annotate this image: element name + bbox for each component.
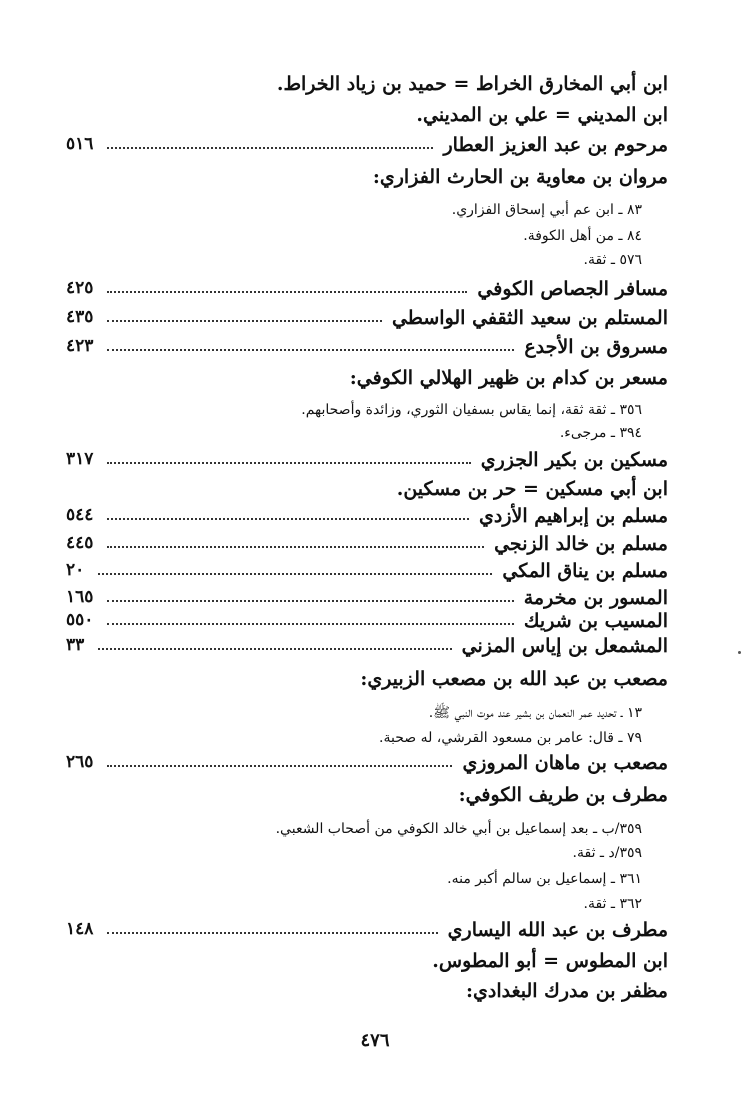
entry-page: ٤٣٥ bbox=[66, 307, 94, 327]
entry-page: ٢٦٥ bbox=[66, 752, 94, 772]
entry-name: مسلم بن خالد الزنجي bbox=[494, 533, 668, 555]
index-entry bbox=[66, 136, 668, 158]
leader-dots bbox=[107, 932, 438, 934]
entry-name: المشمعل بن إياس المزني bbox=[461, 635, 668, 657]
index-heading: مصعب بن عبد الله بن مصعب الزبيري: bbox=[360, 668, 668, 690]
index-note: ٣٦٢ ـ ثقة. bbox=[583, 896, 642, 912]
entry-page: ٤٤٥ bbox=[66, 533, 94, 553]
entry-page: ٣٣ bbox=[66, 635, 85, 655]
entry-name: مسافر الجصاص الكوفي bbox=[477, 278, 668, 300]
leader-dots bbox=[107, 600, 514, 602]
index-note: ٣٩٤ ـ مرجىء. bbox=[559, 425, 642, 441]
leader-dots bbox=[107, 291, 467, 293]
leader-dots bbox=[107, 462, 471, 464]
index-entry bbox=[66, 637, 668, 659]
index-entry bbox=[66, 535, 668, 557]
entry-name: مرحوم بن عبد العزيز العطار bbox=[443, 134, 668, 156]
index-note: ٣٥٩/د ـ ثقة. bbox=[572, 845, 642, 861]
entry-page: ٤٢٥ bbox=[66, 278, 94, 298]
scan-speck bbox=[738, 651, 741, 654]
page-number: ٤٧٦ bbox=[360, 1030, 390, 1051]
entry-name: مسلم بن إبراهيم الأزدي bbox=[478, 505, 668, 527]
entry-name: المسيب بن شريك bbox=[523, 610, 668, 632]
entry-name: مسروق بن الأجدع bbox=[524, 336, 668, 358]
index-entry bbox=[66, 338, 668, 360]
index-heading: مظفر بن مدرك البغدادي: bbox=[465, 980, 668, 1002]
index-note: ٨٣ ـ ابن عم أبي إسحاق الفزاري. bbox=[451, 202, 642, 218]
entry-name: المستلم بن سعيد الثقفي الواسطي bbox=[391, 307, 668, 329]
index-line: ابن المديني = علي بن المديني. bbox=[416, 104, 668, 126]
index-line: ابن أبي المخارق الخراط = حميد بن زياد الخراط. bbox=[276, 73, 668, 95]
index-entry bbox=[66, 507, 668, 529]
entry-page: ٢٠ bbox=[66, 560, 85, 580]
leader-dots bbox=[98, 648, 452, 650]
index-entry bbox=[66, 921, 668, 943]
index-line: ابن المطوس = أبو المطوس. bbox=[432, 950, 668, 972]
index-entry bbox=[66, 309, 668, 331]
index-entry bbox=[66, 562, 668, 584]
leader-dots bbox=[107, 765, 452, 767]
entry-page: ١٤٨ bbox=[66, 919, 94, 939]
leader-dots bbox=[98, 573, 492, 575]
index-entry bbox=[66, 589, 668, 611]
index-note: ٥٧٦ ـ ثقة. bbox=[583, 252, 642, 268]
index-note: ٨٤ ـ من أهل الكوفة. bbox=[523, 228, 642, 244]
index-entry bbox=[66, 612, 668, 634]
entry-name: المسور بن مخرمة bbox=[523, 587, 668, 609]
entry-name: مسكين بن بكير الجزري bbox=[480, 449, 668, 471]
entry-page: ٥١٦ bbox=[66, 134, 94, 154]
leader-dots bbox=[107, 147, 433, 149]
entry-page: ٥٥٠ bbox=[66, 610, 94, 630]
index-line: ابن أبي مسكين = حر بن مسكين. bbox=[396, 478, 668, 500]
entry-page: ١٦٥ bbox=[66, 587, 94, 607]
index-heading: مسعر بن كدام بن ظهير الهلالي الكوفي: bbox=[349, 367, 668, 389]
leader-dots bbox=[107, 518, 469, 520]
leader-dots bbox=[107, 349, 514, 351]
leader-dots bbox=[107, 320, 382, 322]
index-heading: مروان بن معاوية بن الحارث الفزاري: bbox=[372, 166, 668, 188]
index-entry bbox=[66, 754, 668, 776]
leader-dots bbox=[107, 546, 484, 548]
entry-name: مطرف بن عبد الله اليساري bbox=[447, 919, 668, 941]
entry-name: مصعب بن ماهان المروزي bbox=[462, 752, 668, 774]
leader-dots bbox=[107, 623, 514, 625]
index-note: ٣٥٩/ب ـ بعد إسماعيل بن أبي خالد الكوفي من أصحاب الشعبي. bbox=[275, 821, 642, 837]
entry-page: ٥٤٤ bbox=[66, 505, 94, 525]
index-note: ٧٩ ـ قال: عامر بن مسعود القرشي، له صحبة. bbox=[379, 730, 642, 746]
entry-page: ٤٢٣ bbox=[66, 336, 94, 356]
index-note: ١٣ ـ تحديد عمر النعمان بن بشير عند موت النبي ﷺ. bbox=[428, 705, 642, 721]
index-note: ٣٥٦ ـ ثقة ثقة، إنما يقاس بسفيان الثوري، وزائدة وأصحابهم. bbox=[301, 402, 642, 418]
entry-name: مسلم بن يناق المكي bbox=[502, 560, 668, 582]
index-note: ٣٦١ ـ إسماعيل بن سالم أكبر منه. bbox=[447, 871, 642, 887]
index-heading: مطرف بن طريف الكوفي: bbox=[458, 784, 668, 806]
entry-page: ٣١٧ bbox=[66, 449, 94, 469]
index-entry bbox=[66, 280, 668, 302]
index-entry bbox=[66, 451, 668, 473]
